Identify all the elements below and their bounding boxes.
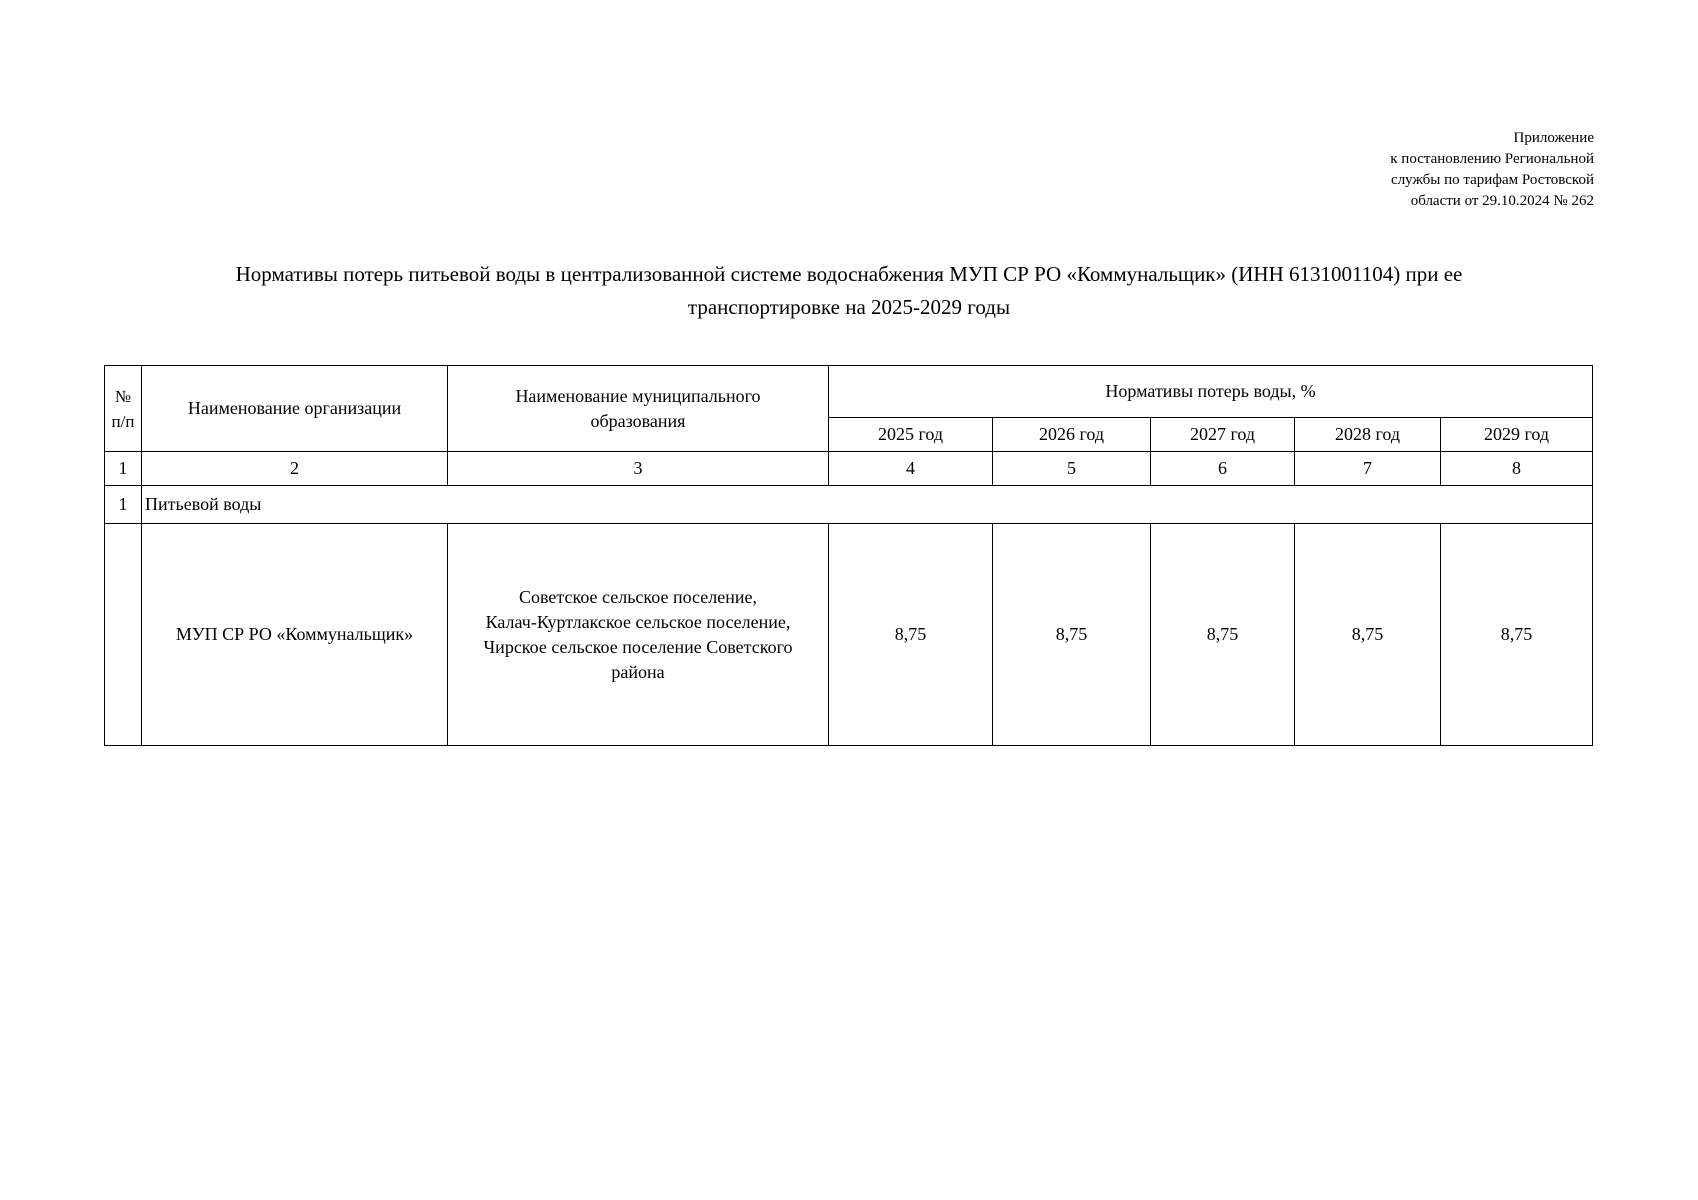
- row-value-2028: 8,75: [1295, 524, 1441, 746]
- row-municipality: [448, 524, 829, 746]
- header-municipality-line1: Наименование муниципального: [515, 385, 761, 406]
- table-header-row: [105, 366, 1593, 418]
- table-row: [105, 524, 1593, 746]
- appendix-line: Приложение: [1513, 130, 1594, 146]
- header-year-2027: 2027 год: [1151, 418, 1295, 452]
- header-norms-group: Нормативы потерь воды, %: [829, 366, 1593, 418]
- row-value-2029: 8,75: [1441, 524, 1593, 746]
- document-title: [100, 258, 1598, 324]
- column-number: 2: [142, 452, 448, 486]
- row-municipality-line: Советское сельское поселение,: [519, 586, 757, 607]
- row-municipality-line: района: [611, 661, 665, 682]
- header-organization: Наименование организации: [142, 366, 448, 452]
- row-municipality-line: Калач-Куртлакское сельское поселение,: [485, 611, 791, 632]
- document-title-line1: Нормативы потерь питьевой воды в централизованной системе водоснабжения МУП СР РО «Коммунальщик» (ИНН 6131001104) при ее: [235, 262, 1463, 286]
- header-municipality-line2: образования: [590, 410, 686, 431]
- header-year-2028: 2028 год: [1295, 418, 1441, 452]
- column-number: 7: [1295, 452, 1441, 486]
- row-value-2027: 8,75: [1151, 524, 1295, 746]
- column-number: 4: [829, 452, 993, 486]
- column-number: 1: [105, 452, 142, 486]
- row-organization: МУП СР РО «Коммунальщик»: [142, 524, 448, 746]
- column-number: 5: [993, 452, 1151, 486]
- row-value-2025: 8,75: [829, 524, 993, 746]
- document-title-line2: транспортировке на 2025-2029 годы: [687, 295, 1011, 319]
- column-numbers-row: [105, 452, 1593, 486]
- appendix-line: к постановлению Региональной: [1390, 151, 1594, 167]
- header-num-line2: п/п: [111, 411, 135, 431]
- header-num: [105, 366, 142, 452]
- norms-table: [104, 365, 1593, 746]
- column-number: 8: [1441, 452, 1593, 486]
- appendix-line: службы по тарифам Ростовской: [1391, 172, 1594, 188]
- section-row: [105, 486, 1593, 524]
- column-number: 3: [448, 452, 829, 486]
- column-number: 6: [1151, 452, 1295, 486]
- section-num: 1: [105, 486, 142, 524]
- appendix-note: [1390, 128, 1594, 212]
- header-year-2025: 2025 год: [829, 418, 993, 452]
- row-value-2026: 8,75: [993, 524, 1151, 746]
- header-year-2026: 2026 год: [993, 418, 1151, 452]
- row-num: [105, 524, 142, 746]
- section-label: Питьевой воды: [142, 486, 1593, 524]
- header-municipality: [448, 366, 829, 452]
- row-municipality-line: Чирское сельское поселение Советского: [483, 636, 793, 657]
- header-num-line1: №: [114, 386, 132, 406]
- appendix-line: области от 29.10.2024 № 262: [1410, 193, 1594, 209]
- header-year-2029: 2029 год: [1441, 418, 1593, 452]
